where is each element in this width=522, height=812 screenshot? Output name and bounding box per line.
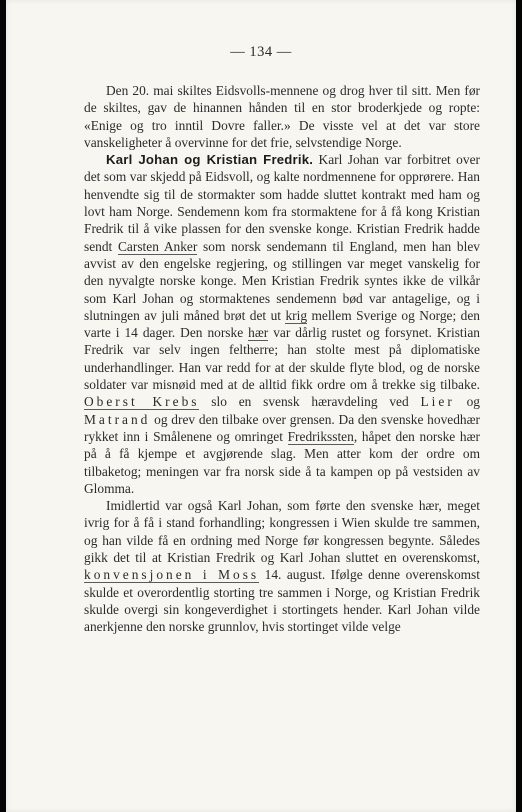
underlined-name-carsten-anker: Carsten Anker: [117, 238, 198, 254]
text-segment: mellem Sverige og Norge; den varte i 14 dager. Den norske: [84, 307, 480, 341]
text-segment: slo en svensk hæravdeling ved: [199, 394, 421, 410]
text-segment: og: [454, 394, 480, 410]
text-segment: og drev den tilbake over grensen. Da den svenske hovedhær rykket inn i Smålenene og omringet: [84, 411, 480, 444]
paragraph-convention-of-moss: [84, 497, 480, 635]
underlined-name-oberst-krebs: Oberst Krebs: [84, 394, 200, 410]
text-segment: Imidlertid var også Karl Johan, som førte den svenske hær, meget ivrig for å få i stand forhandling; kongressen i Wien skulde tre sammen, og han vilde få en ordning med Norge før kongressen begynte. Således gikk det til at Kristian Fredrik og Karl Johan sluttet en overenskomst,: [84, 498, 480, 566]
text-segment: 14. august. Ifølge denne overenskomst skulde et overordentlig storting tre sammen i Norge, og Kristian Fredrik skulde overgi sin kongeverdighet i stortingets hender. Karl Johan vilde anerkjenne den norske grunnlov, hvis stortinget vilde velge: [84, 567, 480, 635]
underlined-word-haer: hær: [248, 325, 269, 341]
text-segment: som norsk sendemann til England, men han blev avvist av den engelske regjering, og stillingen var meget vanskelig for den nyvalgte norske konge. Men Kristian Fredrik syntes ikke de vilkår som Karl Johan og stormaktenes sendemenn bød var antagelige, og i slutningen av juli måned brøt det ut: [84, 238, 480, 323]
underlined-konvensjonen-i-moss: konvensjonen i Moss: [84, 567, 260, 583]
section-heading: Karl Johan og Kristian Fredrik.: [106, 152, 314, 168]
book-page: [6, 0, 516, 812]
spaced-place-matrand: Matrand: [84, 411, 151, 427]
text-segment: , håpet den norske hær på å få kjempe et avgjørende slag. Men atter kom der ordre om tilbaketog; meningen var fra norsk side å ta kampen op på vestsiden av Glomma.: [84, 428, 480, 496]
underlined-word-krig: krig: [285, 307, 308, 323]
paragraph-karl-johan-kristian-fredrik: [84, 151, 480, 497]
page-number: — 134 —: [230, 44, 292, 60]
paragraph-eidsvoll-farewell: Den 20. mai skiltes Eidsvolls-mennene og drog hver til sitt. Men før de skiltes, gav de hinannen hånden til en stor broderkjede og ropte: «Enige og tro inntil Dovre faller.» De visste vel at det var store vanskeligheter å overvinne for det frie, selvstendige Norge.: [84, 83, 480, 150]
body-text: [84, 82, 480, 636]
spaced-place-lier: Lier: [420, 394, 455, 410]
text-segment: var dårlig rustet og forsynet. Kristian Fredrik var selv ingen feltherre; han stolte mest på diplomatiske underhandlinger. Han var redd for at der skulde flyte blod, og de norske soldater var misnøid med at de alltid fikk ordre om å trekke sig tilbake.: [84, 325, 480, 393]
underlined-place-fredrikssten: Fredrikssten: [287, 428, 354, 444]
text-segment: Karl Johan var forbitret over det som var skjedd på Eidsvoll, og kalte nordmennene for opprørere. Han henvendte sig til de stormakter som hadde sluttet kontrakt med ham og lovt ham Norge. Sendemenn kom fra stormaktene for å få kong Kristian Fredrik til å vike plassen for den svenske konge. Kristian Fredrik hadde sendt: [84, 152, 480, 254]
